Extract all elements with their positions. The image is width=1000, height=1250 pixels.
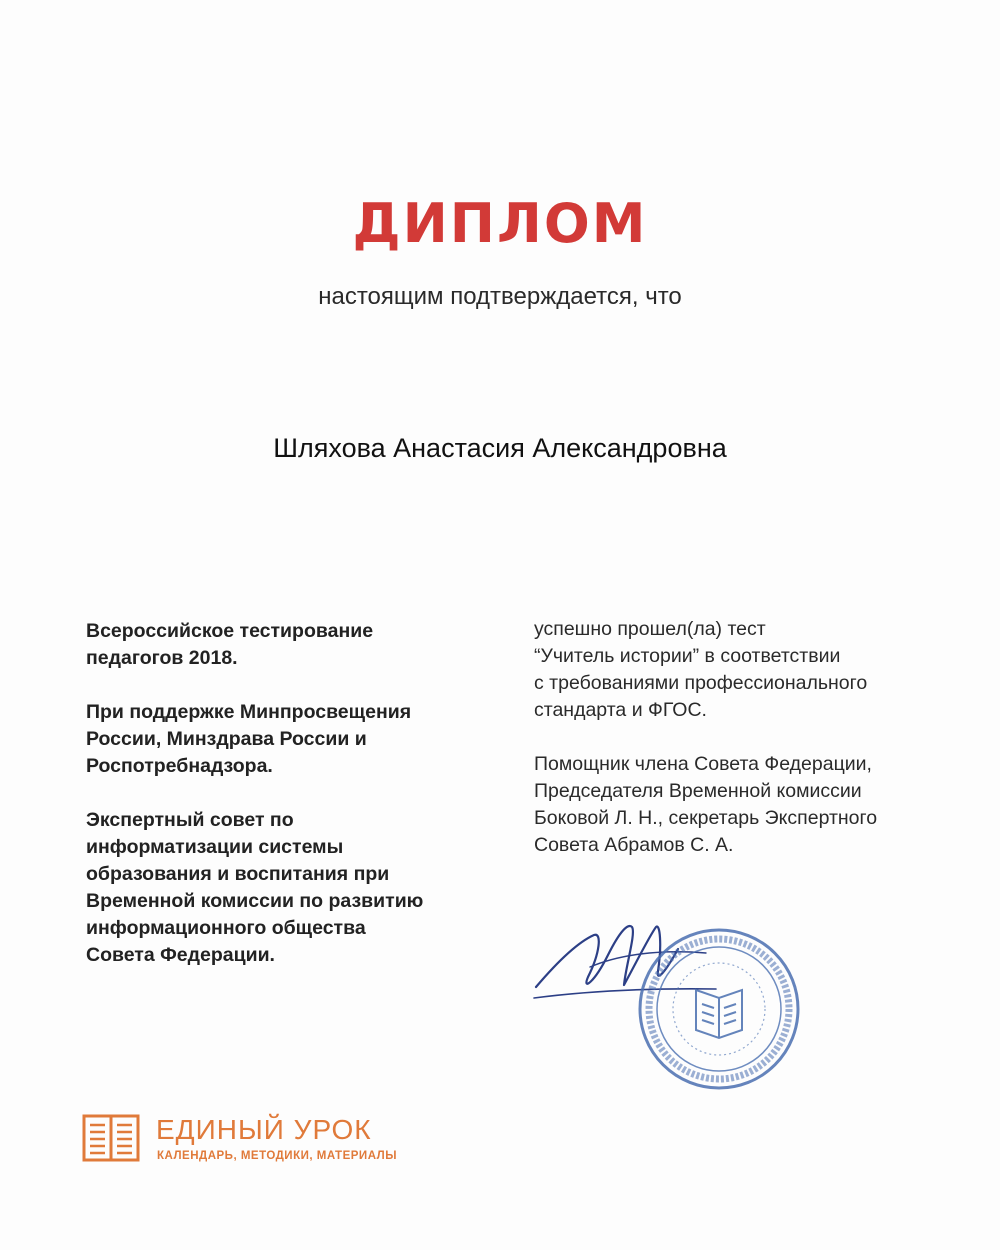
brand-logo <box>82 1112 442 1168</box>
diploma-subtitle: настоящим подтверждается, что <box>318 283 682 310</box>
text-line: Роспотребнадзора. <box>86 755 273 777</box>
text-line: информатизации системы <box>86 836 344 858</box>
text-line: с требованиями профессионального <box>534 672 868 694</box>
diploma-title: ДИПЛОМ <box>352 192 648 255</box>
logo-name: ЕДИНЫЙ УРОК <box>156 1114 372 1145</box>
text-line: информационного общества <box>86 917 366 939</box>
text-line: Всероссийское тестирование <box>86 620 374 642</box>
text-line: При поддержке Минпросвещения <box>86 701 412 723</box>
council-description <box>86 807 506 969</box>
achievement-info <box>534 616 964 886</box>
event-description <box>86 618 506 672</box>
logo-tagline: КАЛЕНДАРЬ, МЕТОДИКИ, МАТЕРИАЛЫ <box>157 1150 397 1162</box>
organizer-info <box>86 618 506 996</box>
book-icon <box>82 1114 140 1162</box>
support-description <box>86 699 506 780</box>
text-line: Председателя Временной комиссии <box>534 780 862 802</box>
text-line: стандарта и ФГОС. <box>534 699 707 721</box>
text-line: Экспертный совет по <box>86 809 294 831</box>
text-line: Временной комиссии по развитию <box>86 890 424 912</box>
text-line: Помощник члена Совета Федерации, <box>534 753 872 775</box>
text-line: Совета Абрамов С. А. <box>534 834 734 856</box>
text-line: Боковой Л. Н., секретарь Экспертного <box>534 807 878 829</box>
achievement-description <box>534 616 964 724</box>
text-line: педагогов 2018. <box>86 647 238 669</box>
seal-stamp <box>636 926 802 1092</box>
text-line: Совета Федерации. <box>86 944 275 966</box>
recipient-name: Шляхова Анастасия Александровна <box>273 433 727 463</box>
signatory-description <box>534 751 964 859</box>
text-line: образования и воспитания при <box>86 863 390 885</box>
text-line: России, Минздрава России и <box>86 728 367 750</box>
text-line: успешно прошел(ла) тест <box>534 618 766 640</box>
text-line: “Учитель истории” в соответствии <box>534 645 841 667</box>
